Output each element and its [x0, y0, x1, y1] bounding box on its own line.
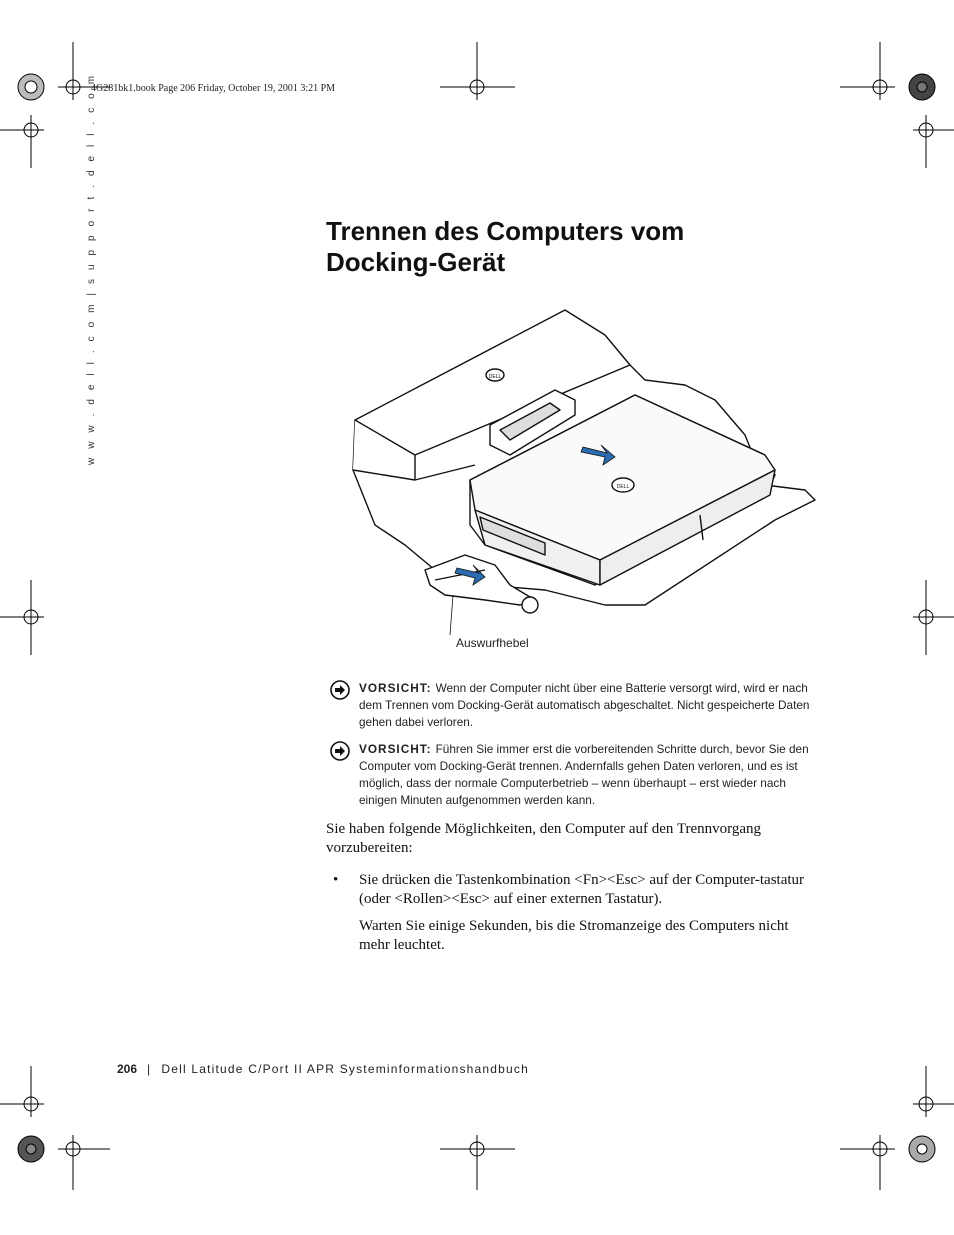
crosshair-tr-top: [840, 42, 895, 100]
rosette-bottom-left: [18, 1136, 44, 1162]
callout-leader: [450, 595, 453, 635]
laptop-logo: DELL: [616, 484, 630, 490]
crosshair-br-bottom: [840, 1135, 895, 1190]
page-footer: [117, 1062, 529, 1076]
rosette-top-right: [909, 74, 935, 100]
rosette-bottom-right: [909, 1136, 935, 1162]
title-line-2: Docking-Gerät: [326, 247, 506, 277]
dock-logo: DELL: [488, 374, 502, 380]
bullet-text: Sie drücken die Tastenkombination <Fn><Esc> auf der Computer-tastatur (oder <Rollen><Esc> auf einer externen Tastatur).: [359, 872, 805, 907]
title-line-1: Trennen des Computers vom: [326, 216, 685, 246]
crosshair-top-center: [440, 42, 515, 100]
laptop-docking-illustration: [345, 305, 820, 635]
footer-separator: |: [147, 1062, 152, 1076]
crosshair-br-side: [913, 1066, 954, 1117]
crosshair-bl-side: [0, 1066, 44, 1117]
crosshair-left-mid: [0, 580, 44, 655]
book-title: Dell Latitude C/Port II APR Systeminformationshandbuch: [161, 1062, 529, 1076]
crosshair-bottom-center: [440, 1135, 515, 1190]
page-title: [326, 216, 846, 278]
figure-callout-eject-lever: Auswurfhebel: [456, 636, 529, 650]
bullet-marker: •: [333, 872, 339, 888]
page-number: 206: [117, 1062, 138, 1076]
crosshair-tl-side: [0, 115, 44, 168]
crosshair-right-mid: [913, 580, 954, 655]
caution-2-text: Führen Sie immer erst die vorbereitenden Schritte durch, bevor Sie den Computer vom Docking-Gerät trennen. Andernfalls gehen Daten verloren, und es ist möglich, dass der normale Computerbetrieb – wenn überhaupt – erst wieder nach einigen Minuten aufgenommen werden kann.: [359, 742, 809, 807]
bullet-followup: Warten Sie einige Sekunden, bis die Stromanzeige des Computers nicht mehr leuchtet.: [359, 918, 789, 953]
caution-1: [330, 680, 815, 731]
caution-1-label: VORSICHT:: [359, 681, 432, 695]
side-url: w w w . d e l l . c o m | s u p p o r t . d e l l . c o m: [86, 72, 97, 465]
crosshair-bl-bottom: [58, 1135, 110, 1190]
arrow-right-icon: [330, 680, 350, 700]
caution-2-label: VORSICHT:: [359, 742, 432, 756]
crosshair-tr-side: [913, 115, 954, 168]
arrow-right-icon: [330, 741, 350, 761]
intro-paragraph: Sie haben folgende Möglichkeiten, den Computer auf den Trennvorgang vorzubereiten:: [326, 821, 762, 856]
rosette-top-left: [18, 74, 44, 100]
print-header: 4G281bk1.book Page 206 Friday, October 19, 2001 3:21 PM: [91, 83, 336, 94]
caution-1-text: Wenn der Computer nicht über eine Batterie versorgt wird, wird er nach dem Trennen vom Docking-Gerät automatisch abgeschaltet. Nicht gespeicherte Daten gehen dabei verloren.: [359, 681, 810, 729]
caution-2: [330, 741, 815, 809]
